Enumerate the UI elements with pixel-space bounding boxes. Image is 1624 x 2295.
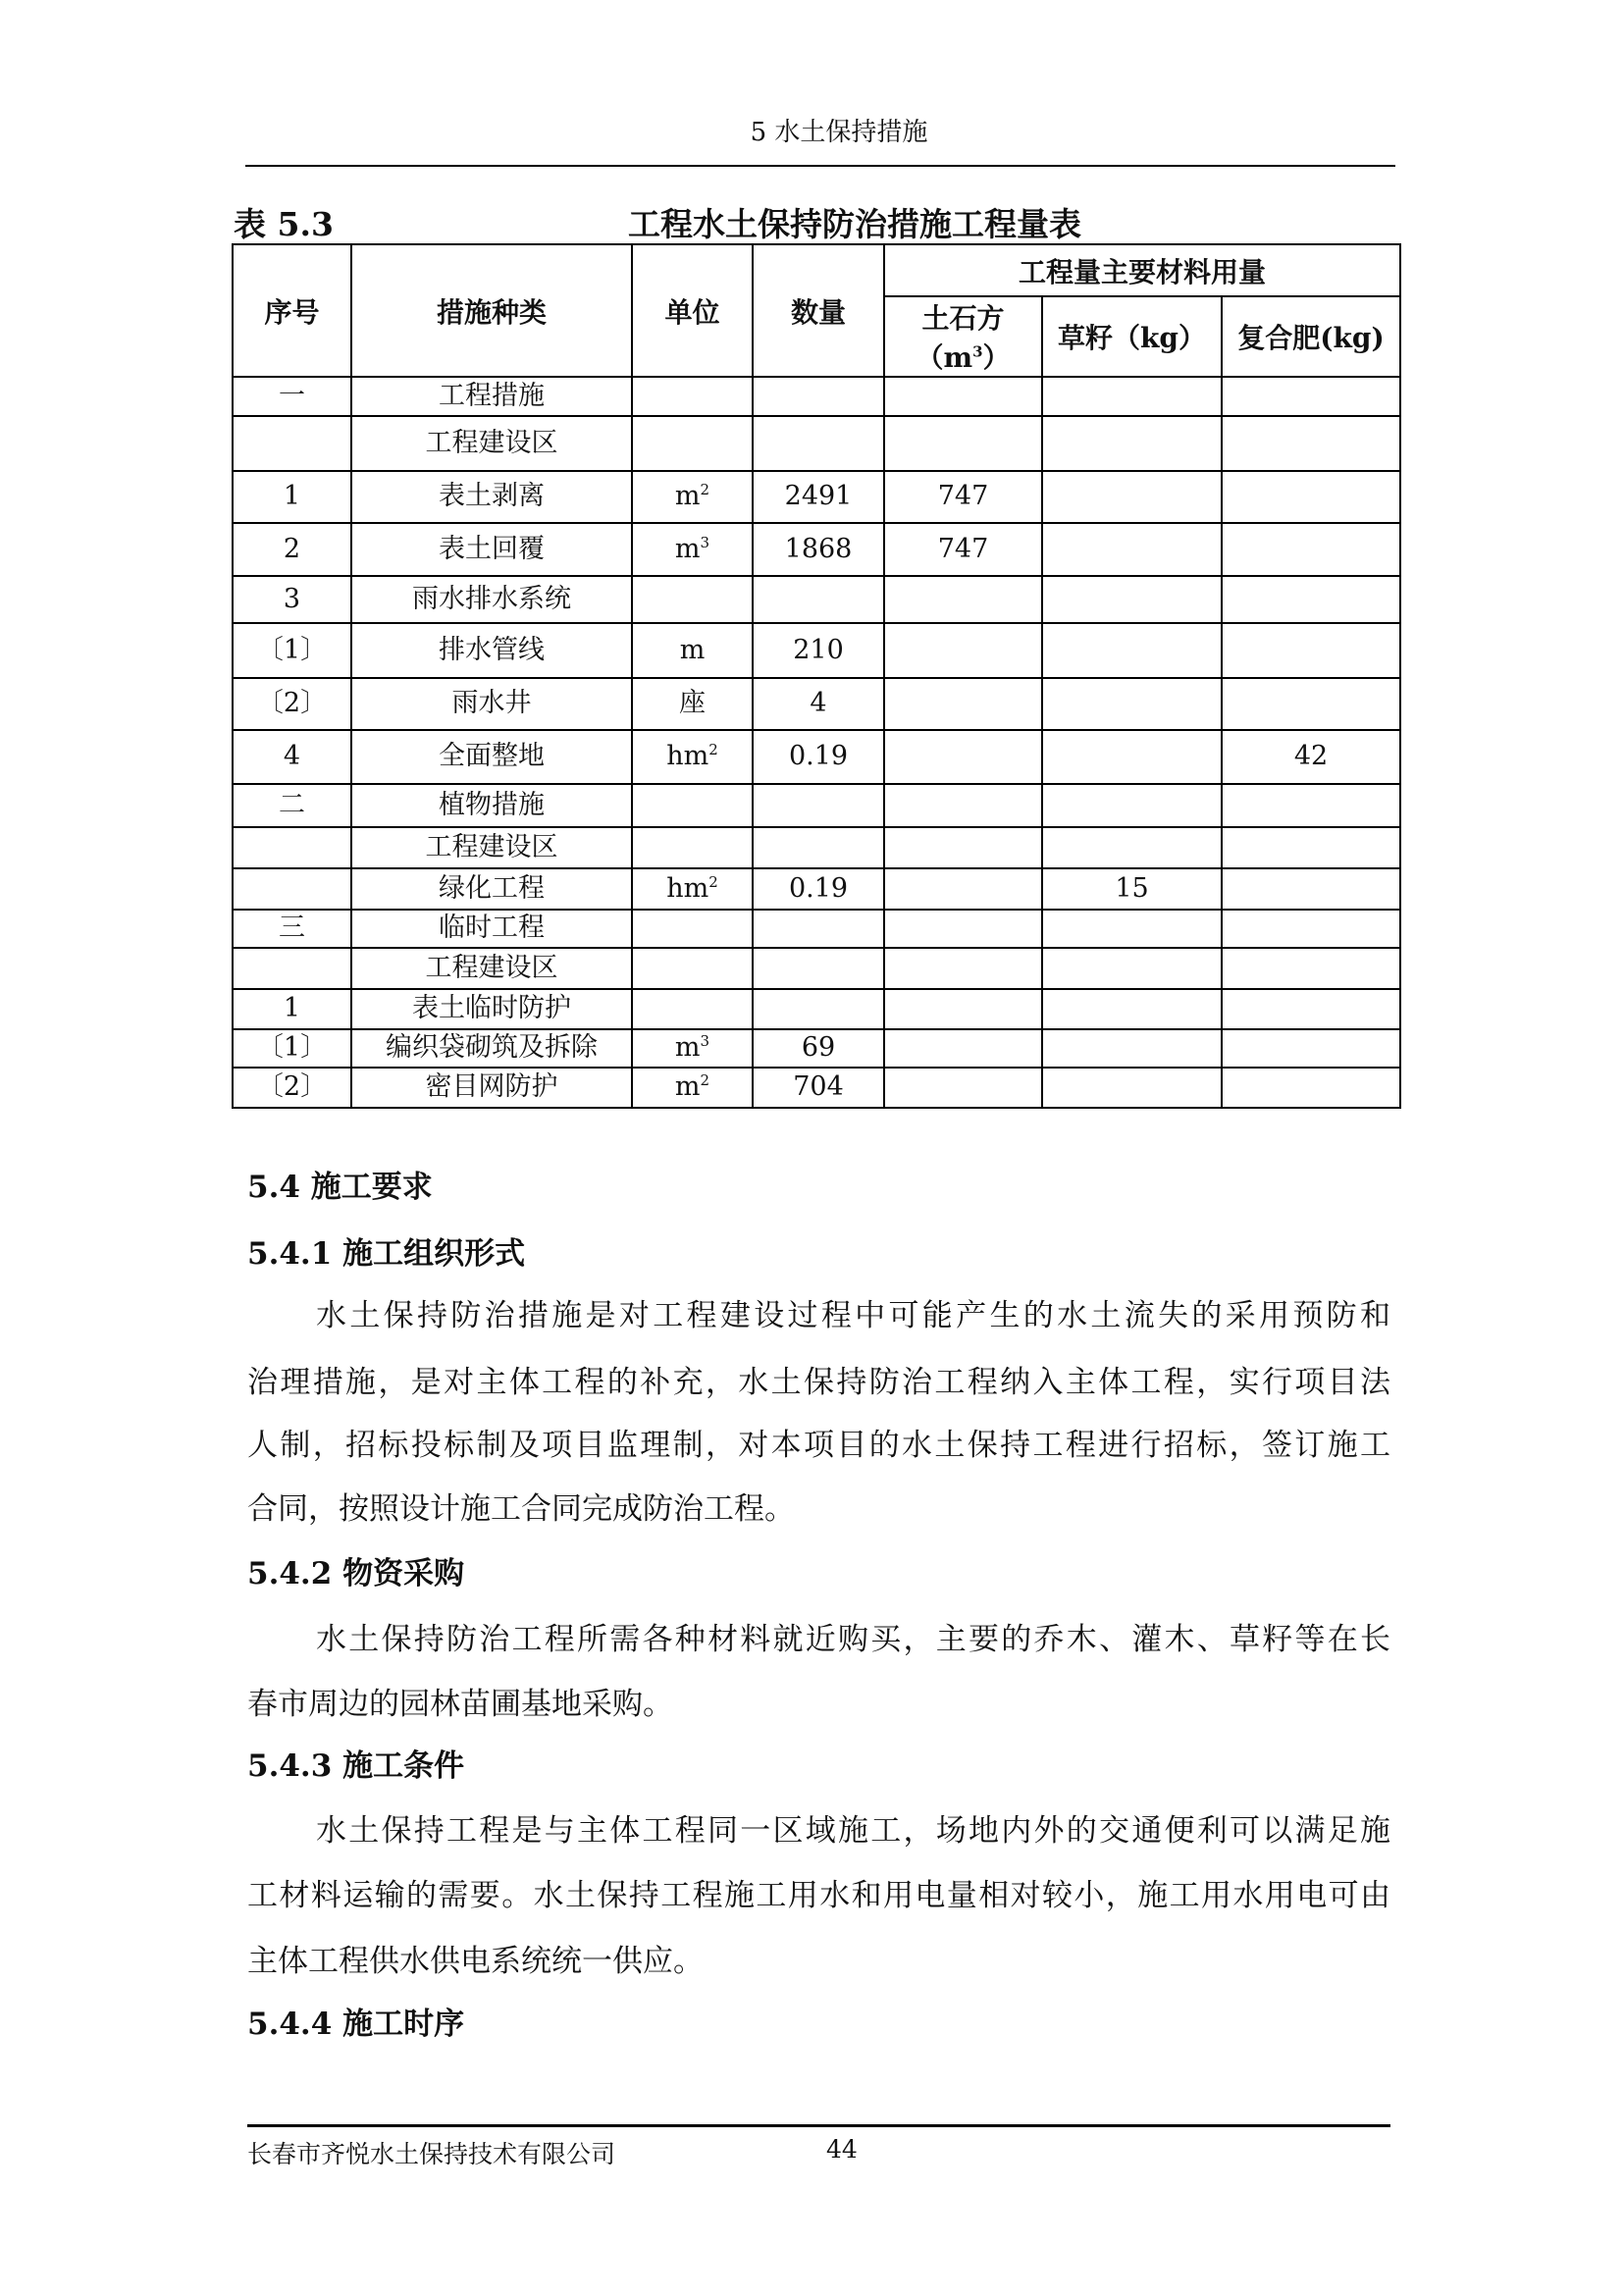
cell-earth bbox=[884, 868, 1042, 910]
unit-exponent: 2 bbox=[700, 481, 710, 499]
table-row bbox=[233, 416, 1400, 471]
header-rule bbox=[245, 165, 1395, 167]
cell-no: 1 bbox=[233, 989, 351, 1029]
cell-type: 表土回覆 bbox=[351, 523, 632, 576]
cell-type: 植物措施 bbox=[351, 784, 632, 827]
cell-fert bbox=[1222, 623, 1400, 678]
paragraph-line: 春市周边的园林苗圃基地采购。 bbox=[247, 1687, 673, 1722]
header-unit: 单位 bbox=[632, 244, 753, 377]
cell-no bbox=[233, 827, 351, 868]
cell-type: 编织袋砌筑及拆除 bbox=[351, 1029, 632, 1068]
cell-unit bbox=[632, 416, 753, 471]
section-heading-5-4-1: 5.4.1 施工组织形式 bbox=[247, 1236, 526, 1272]
header-materials: 工程量主要材料用量 bbox=[884, 244, 1400, 296]
table-row bbox=[233, 1029, 1400, 1068]
paragraph-line: 工材料运输的需要。水土保持工程施工用水和用电量相对较小，施工用水用电可由 bbox=[247, 1878, 1390, 1913]
cell-fert bbox=[1222, 377, 1400, 416]
cell-type: 密目网防护 bbox=[351, 1068, 632, 1108]
cell-no: 一 bbox=[233, 377, 351, 416]
table-row bbox=[233, 678, 1400, 730]
unit-text: hm bbox=[666, 741, 709, 772]
cell-grass bbox=[1042, 730, 1222, 784]
cell-unit bbox=[632, 623, 753, 678]
cell-type: 雨水井 bbox=[351, 678, 632, 730]
cell-grass bbox=[1042, 989, 1222, 1029]
cell-no: 3 bbox=[233, 576, 351, 623]
header-earth bbox=[884, 296, 1042, 377]
table-row bbox=[233, 827, 1400, 868]
paragraph-line: 水土保持工程是与主体工程同一区域施工，场地内外的交通便利可以满足施 bbox=[316, 1813, 1390, 1849]
cell-earth bbox=[884, 948, 1042, 989]
cell-grass bbox=[1042, 471, 1222, 523]
cell-qty bbox=[753, 416, 884, 471]
cell-type: 表土剥离 bbox=[351, 471, 632, 523]
cell-fert bbox=[1222, 910, 1400, 948]
cell-no: 〔2〕 bbox=[233, 1068, 351, 1108]
cell-qty: 210 bbox=[753, 623, 884, 678]
table-row bbox=[233, 948, 1400, 989]
cell-qty bbox=[753, 989, 884, 1029]
cell-no: 〔2〕 bbox=[233, 678, 351, 730]
table-row bbox=[233, 1068, 1400, 1108]
cell-unit bbox=[632, 989, 753, 1029]
cell-no bbox=[233, 948, 351, 989]
cell-type: 工程建设区 bbox=[351, 827, 632, 868]
table-row bbox=[233, 523, 1400, 576]
cell-fert bbox=[1222, 416, 1400, 471]
cell-earth: 747 bbox=[884, 523, 1042, 576]
cell-earth bbox=[884, 989, 1042, 1029]
table-row bbox=[233, 989, 1400, 1029]
cell-qty bbox=[753, 948, 884, 989]
cell-earth bbox=[884, 576, 1042, 623]
unit-text: 座 bbox=[679, 688, 706, 719]
footer-rule bbox=[247, 2124, 1390, 2127]
cell-qty: 1868 bbox=[753, 523, 884, 576]
paragraph-line: 人制，招标投标制及项目监理制，对本项目的水土保持工程进行招标，签订施工 bbox=[247, 1428, 1390, 1463]
cell-unit bbox=[632, 1068, 753, 1108]
cell-unit bbox=[632, 784, 753, 827]
section-heading-5-4-2: 5.4.2 物资采购 bbox=[247, 1556, 465, 1591]
cell-grass bbox=[1042, 910, 1222, 948]
header-fert: 复合肥(kg) bbox=[1222, 296, 1400, 377]
unit-text: m bbox=[679, 634, 706, 665]
cell-fert bbox=[1222, 576, 1400, 623]
cell-type: 绿化工程 bbox=[351, 868, 632, 910]
cell-unit bbox=[632, 948, 753, 989]
section-heading-5-4-3: 5.4.3 施工条件 bbox=[247, 1748, 465, 1784]
cell-earth bbox=[884, 678, 1042, 730]
cell-type: 工程建设区 bbox=[351, 948, 632, 989]
cell-unit bbox=[632, 576, 753, 623]
cell-unit bbox=[632, 471, 753, 523]
unit-text: m bbox=[674, 1071, 701, 1103]
cell-grass bbox=[1042, 576, 1222, 623]
cell-no: 1 bbox=[233, 471, 351, 523]
table-row bbox=[233, 377, 1400, 416]
table-caption-title: 工程水土保持防治措施工程量表 bbox=[628, 205, 1081, 243]
cell-no bbox=[233, 416, 351, 471]
table-caption-number: 表 5.3 bbox=[234, 205, 334, 243]
cell-type: 表土临时防护 bbox=[351, 989, 632, 1029]
cell-grass bbox=[1042, 1068, 1222, 1108]
table-row bbox=[233, 471, 1400, 523]
table-row bbox=[233, 868, 1400, 910]
cell-earth bbox=[884, 416, 1042, 471]
cell-qty: 704 bbox=[753, 1068, 884, 1108]
table-row bbox=[233, 784, 1400, 827]
cell-grass bbox=[1042, 948, 1222, 989]
unit-text: m bbox=[674, 481, 701, 512]
paragraph-line: 水土保持防治工程所需各种材料就近购买，主要的乔木、灌木、草籽等在长 bbox=[316, 1622, 1390, 1657]
cell-type: 工程措施 bbox=[351, 377, 632, 416]
paragraph-line: 主体工程供水供电系统统一供应。 bbox=[247, 1944, 704, 1979]
cell-no: 〔1〕 bbox=[233, 623, 351, 678]
unit-exponent: 2 bbox=[700, 1071, 710, 1090]
table-row bbox=[233, 623, 1400, 678]
unit-text: m bbox=[674, 533, 701, 564]
cell-no bbox=[233, 868, 351, 910]
paragraph-line: 治理措施，是对主体工程的补充，水土保持防治工程纳入主体工程，实行项目法 bbox=[247, 1365, 1390, 1400]
cell-earth bbox=[884, 784, 1042, 827]
header-earth-unit-sup: 3 bbox=[972, 342, 983, 361]
cell-type: 排水管线 bbox=[351, 623, 632, 678]
running-head: 5 水土保持措施 bbox=[750, 118, 928, 147]
cell-no: 4 bbox=[233, 730, 351, 784]
header-no: 序号 bbox=[233, 244, 351, 377]
cell-fert bbox=[1222, 989, 1400, 1029]
header-earth-label: 土石方 bbox=[921, 302, 1005, 335]
unit-exponent: 2 bbox=[708, 741, 718, 759]
cell-qty bbox=[753, 784, 884, 827]
cell-earth bbox=[884, 910, 1042, 948]
cell-qty bbox=[753, 827, 884, 868]
cell-grass bbox=[1042, 416, 1222, 471]
cell-earth bbox=[884, 623, 1042, 678]
cell-fert bbox=[1222, 784, 1400, 827]
cell-unit bbox=[632, 827, 753, 868]
cell-no: 2 bbox=[233, 523, 351, 576]
cell-unit bbox=[632, 868, 753, 910]
header-earth-unit-end: ） bbox=[982, 341, 1011, 374]
cell-qty bbox=[753, 910, 884, 948]
cell-fert bbox=[1222, 827, 1400, 868]
table-row bbox=[233, 730, 1400, 784]
cell-fert bbox=[1222, 948, 1400, 989]
cell-fert: 42 bbox=[1222, 730, 1400, 784]
cell-grass bbox=[1042, 827, 1222, 868]
cell-unit bbox=[632, 377, 753, 416]
footer-company: 长春市齐悦水土保持技术有限公司 bbox=[247, 2140, 616, 2168]
paragraph-line: 水土保持防治措施是对工程建设过程中可能产生的水土流失的采用预防和 bbox=[316, 1298, 1390, 1333]
cell-type: 临时工程 bbox=[351, 910, 632, 948]
table-row bbox=[233, 910, 1400, 948]
cell-unit bbox=[632, 910, 753, 948]
header-qty: 数量 bbox=[753, 244, 884, 377]
cell-earth bbox=[884, 730, 1042, 784]
page-number: 44 bbox=[826, 2135, 858, 2164]
cell-qty: 69 bbox=[753, 1029, 884, 1068]
cell-earth bbox=[884, 377, 1042, 416]
table-row bbox=[233, 576, 1400, 623]
cell-grass bbox=[1042, 623, 1222, 678]
cell-no: 〔1〕 bbox=[233, 1029, 351, 1068]
cell-no: 二 bbox=[233, 784, 351, 827]
section-heading-5-4: 5.4 施工要求 bbox=[247, 1170, 433, 1205]
unit-exponent: 3 bbox=[700, 533, 710, 551]
cell-grass: 15 bbox=[1042, 868, 1222, 910]
cell-unit bbox=[632, 1029, 753, 1068]
header-earth-unit: （m bbox=[916, 341, 973, 374]
paragraph-line: 合同，按照设计施工合同完成防治工程。 bbox=[247, 1491, 795, 1527]
cell-unit bbox=[632, 730, 753, 784]
cell-earth bbox=[884, 827, 1042, 868]
header-grass: 草籽（kg） bbox=[1042, 296, 1222, 377]
cell-fert bbox=[1222, 1068, 1400, 1108]
cell-earth bbox=[884, 1068, 1042, 1108]
cell-fert bbox=[1222, 678, 1400, 730]
unit-exponent: 3 bbox=[700, 1032, 710, 1051]
cell-no: 三 bbox=[233, 910, 351, 948]
cell-grass bbox=[1042, 523, 1222, 576]
cell-grass bbox=[1042, 678, 1222, 730]
cell-fert bbox=[1222, 471, 1400, 523]
cell-unit bbox=[632, 523, 753, 576]
cell-earth: 747 bbox=[884, 471, 1042, 523]
cell-qty bbox=[753, 377, 884, 416]
cell-fert bbox=[1222, 1029, 1400, 1068]
cell-earth bbox=[884, 1029, 1042, 1068]
cell-fert bbox=[1222, 868, 1400, 910]
cell-grass bbox=[1042, 784, 1222, 827]
cell-unit bbox=[632, 678, 753, 730]
header-type: 措施种类 bbox=[351, 244, 632, 377]
unit-text: m bbox=[674, 1032, 701, 1064]
cell-qty bbox=[753, 576, 884, 623]
cell-type: 雨水排水系统 bbox=[351, 576, 632, 623]
unit-exponent: 2 bbox=[708, 872, 718, 891]
cell-qty: 0.19 bbox=[753, 868, 884, 910]
cell-type: 全面整地 bbox=[351, 730, 632, 784]
cell-qty: 0.19 bbox=[753, 730, 884, 784]
cell-grass bbox=[1042, 377, 1222, 416]
cell-qty: 2491 bbox=[753, 471, 884, 523]
cell-type: 工程建设区 bbox=[351, 416, 632, 471]
unit-text: hm bbox=[666, 872, 709, 904]
cell-fert bbox=[1222, 523, 1400, 576]
section-heading-5-4-4: 5.4.4 施工时序 bbox=[247, 2007, 465, 2042]
measures-table bbox=[232, 243, 1401, 1109]
cell-grass bbox=[1042, 1029, 1222, 1068]
cell-qty: 4 bbox=[753, 678, 884, 730]
